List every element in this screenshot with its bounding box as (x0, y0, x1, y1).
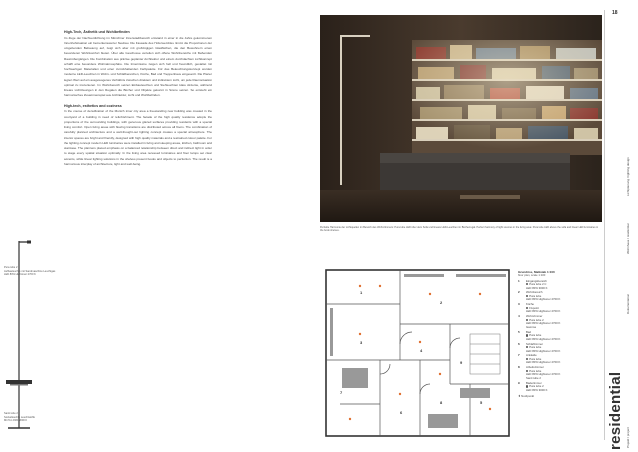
legend-line-text: Pura tube 2 (529, 384, 544, 389)
side-tab-residential: residential (607, 371, 624, 450)
legend-line (526, 377, 560, 381)
legend-number: 5 (518, 329, 520, 334)
body-en (64, 109, 212, 167)
plan-subtitle: floor plan, scale 1:100 (518, 273, 546, 277)
legend-line-text: Pura tube 2 (529, 317, 544, 322)
legend-item (518, 343, 603, 354)
legend-line-text: LED 80% Hightoner 2700 K (526, 321, 561, 326)
legend-number: 1 (518, 278, 520, 283)
legend-line-text: LED 80% Hightoner 2700 K (526, 348, 561, 353)
side-label-2: Dokumentation (626, 293, 630, 314)
legend-item (518, 280, 603, 291)
body-de (64, 36, 212, 99)
north-label: Nordpunkt (521, 394, 535, 399)
table-lamp-illustration (2, 376, 52, 402)
body-en-paragraph: In the course of densification of the Munich inner city area a freestanding new building was created in the courtyard of a building in need of refurbishment. The facade of the high quality residence adopts the proportions of the surrounding buildings, with generous glazed surfaces providing residents with a special living comfort. Open living areas with flowing transitions are distributed across all floors. The combination of carefully planned architecture and a well-thought-out lighting concept creates a special atmosphere. The interior spaces are bright and friendly, designed with high quality materials and a restrained colour palette. For the lighting concept modern LED luminaires were installed in living and sleeping areas, kitchen, bathroom and staircase. The planners placed emphasis on a balanced relationship between direct and indirect light in order to stage every spatial situation optimally. In the living area recessed luminaires and floor lamps set clear accents, while linear lighting solutions in the shelves present books and objects to perfection. The result is a harmonious interplay of architecture, light and well-being. (64, 109, 212, 166)
legend-line-text: Pura tube (529, 356, 542, 361)
legend-title: Küche (526, 302, 534, 307)
plan-room-5: 5 (480, 400, 483, 405)
floor-lamp-caption (4, 266, 62, 277)
side-label-3: Wohnhaus / residential (626, 223, 630, 254)
plan-room-8: 8 (440, 400, 443, 405)
legend-body (526, 331, 560, 342)
plan-room-7: 7 (340, 390, 343, 395)
legend-line-text: Pura tube (529, 345, 542, 350)
legend-title: Bad (526, 329, 531, 334)
legend-number: 2 (518, 290, 520, 295)
legend-item (518, 382, 603, 393)
legend-body (526, 343, 560, 354)
legend-line-text: Pura tube 2 C (529, 282, 547, 287)
floor-lamp-name: Pura tube 2 (4, 266, 18, 269)
floor-plan (320, 264, 515, 442)
side-label-4: Lichtplanung / lighting design (626, 157, 630, 196)
floor-lamp-illustration (0, 232, 60, 432)
floor-lamp-desc: Aufbauleuchte mit Sandmaschine Leuchtgas (4, 269, 56, 273)
legend-body (526, 315, 560, 329)
photo-caption: Perfekte Harmonie der Lichtquellen im Bereich des Wohnzimmers: Pura tube LED über dem Sofa und lineare LED-Leuchten im Bücherregal. Perfect harmony of light sources in the living area: Pura tube LED above the sofa and linear LED luminaires in the book shelves. (320, 226, 599, 233)
legend-number: 3 (518, 302, 520, 307)
legend-title: Arbeitszimmer (526, 365, 544, 370)
plan-room-2: 2 (440, 300, 443, 305)
legend-item (518, 354, 603, 365)
legend-line-text: Pura tube (529, 293, 542, 298)
legend-line-text: Santi tube 2 (526, 375, 541, 380)
legend-item (518, 291, 603, 302)
legend-item (518, 366, 603, 380)
legend-line-text: LED 80% Hightoner 2700 K (526, 372, 561, 377)
legend-number: 4 (518, 314, 520, 319)
legend-line (526, 389, 547, 393)
plan-room-4: 4 (420, 348, 423, 353)
legend-body (526, 382, 547, 393)
table-lamp-caption (4, 412, 62, 423)
legend-number: 8 (518, 365, 520, 370)
legend-title: Eingangsbereich (526, 278, 547, 283)
legend-line-text: Pura tube (529, 368, 542, 373)
legend-line-text: LED 80% Hightoner 2700 K (526, 360, 561, 365)
legend-item (518, 315, 603, 329)
plan-room-9: 9 (460, 360, 463, 365)
legend-number: 9 (518, 380, 520, 385)
plan-legend (518, 270, 603, 398)
legend-title: Ankleide (526, 353, 537, 358)
interior-photo (320, 15, 602, 222)
legend-body (526, 366, 560, 380)
plan-room-3: 3 (360, 340, 363, 345)
plan-room-1: 1 (360, 290, 363, 295)
plan-title: Grundriss, Maßstab 1:100 (518, 270, 555, 274)
legend-item (518, 331, 603, 342)
legend-line-text: Gamma (526, 324, 536, 329)
legend-line-text: LED 80% Hightoner 2700 K (526, 297, 561, 302)
legend-body (526, 354, 560, 365)
legend-list (518, 280, 603, 393)
north-arrow-icon: ⬆ (518, 394, 521, 399)
main-text-column (64, 30, 212, 167)
plan-room-6: 6 (400, 410, 403, 415)
side-label-1: Projekt / project (626, 427, 630, 448)
legend-line-text: LED 80% Hightoner 2700 K (526, 336, 561, 341)
floor-lamp-spec: LED 80% Hightoner 2700 K (4, 273, 36, 277)
legend-line-text: Pura tube (529, 333, 542, 338)
legend-item (518, 303, 603, 314)
legend-line (526, 338, 560, 342)
legend-body (526, 303, 560, 314)
legend-line (526, 326, 560, 330)
table-lamp-desc: Sockelleuchte Leuchtstoffe (4, 415, 35, 419)
heading-en: High-tech, esthetics and coziness (64, 103, 122, 108)
table-lamp-spec: Mit Ton 93% 3000 K (4, 419, 28, 423)
legend-line-text: Fixpoint (529, 305, 539, 310)
table-lamp-name: Santi tube 2 (4, 412, 18, 415)
legend-line-text: LED 80% Hightoner 2700 K (526, 309, 561, 314)
legend-title: Schlafzimmer (526, 341, 543, 346)
body-de-paragraph: Im Zuge der Nachverdichtung im Münchner Innenstadtbereich entstand in einer in die Jahre gekommenen Innenhofsituation ein bemerkenswerter Neubau. Die Fassade des Hofensembles nimmt die Proportionen der umgebenden Bebauung auf, zeigt sich aber mit großzügigen Glasflächen, die den Bewohnern einen besonderen Wohnkomfort bieten. Über alle Geschosse verteilen sich offene Wohnbereiche mit fließenden Raumübergängen. Die Kombination aus präzise geplanter Architektur und einem durchdachten Lichtkonzept schafft eine besondere Wohnatmosphäre. Die Innenräume zeigen sich hell und freundlich, gestaltet mit hochwertigen Materialien und einer zurückhaltenden Farbpalette. Für das Beleuchtungskonzept wurden moderne LED-Leuchten in Wohn- und Schlafbereichen, Küche, Bad und Treppenhaus eingesetzt. Die Planer legten Wert auf ein ausgewogenes Verhältnis zwischen direktem und indirektem Licht, um jede Raumsituation optimal zu inszenieren. Im Wohnbereich setzen Einbauleuchten und Stehleuchten klare Akzente, während lineare Lichtlösungen in den Regalen die Bücher und Objekte gekonnt in Szene setzen. So entsteht ein harmonisches Zusammenspiel aus Architektur, Licht und Wohlbefinden. (64, 35, 212, 98)
legend-title: Wohnzimmer (526, 314, 543, 319)
legend-line-text: LED 80% 3000 K (526, 285, 548, 290)
legend-body (526, 291, 560, 302)
heading-de: High-Tech, Ästhetik und Wohlbefinden (64, 30, 130, 34)
legend-body (526, 280, 547, 291)
legend-number: 6 (518, 341, 520, 346)
legend-title: Wohnbereich (526, 290, 543, 295)
side-divider (604, 10, 605, 440)
legend-title: Badezimmer (526, 380, 542, 385)
page-number: 18 (612, 10, 618, 16)
legend-number: 7 (518, 353, 520, 358)
north-row (518, 394, 603, 398)
legend-line-text: LED 80% 3000 K (526, 387, 548, 392)
